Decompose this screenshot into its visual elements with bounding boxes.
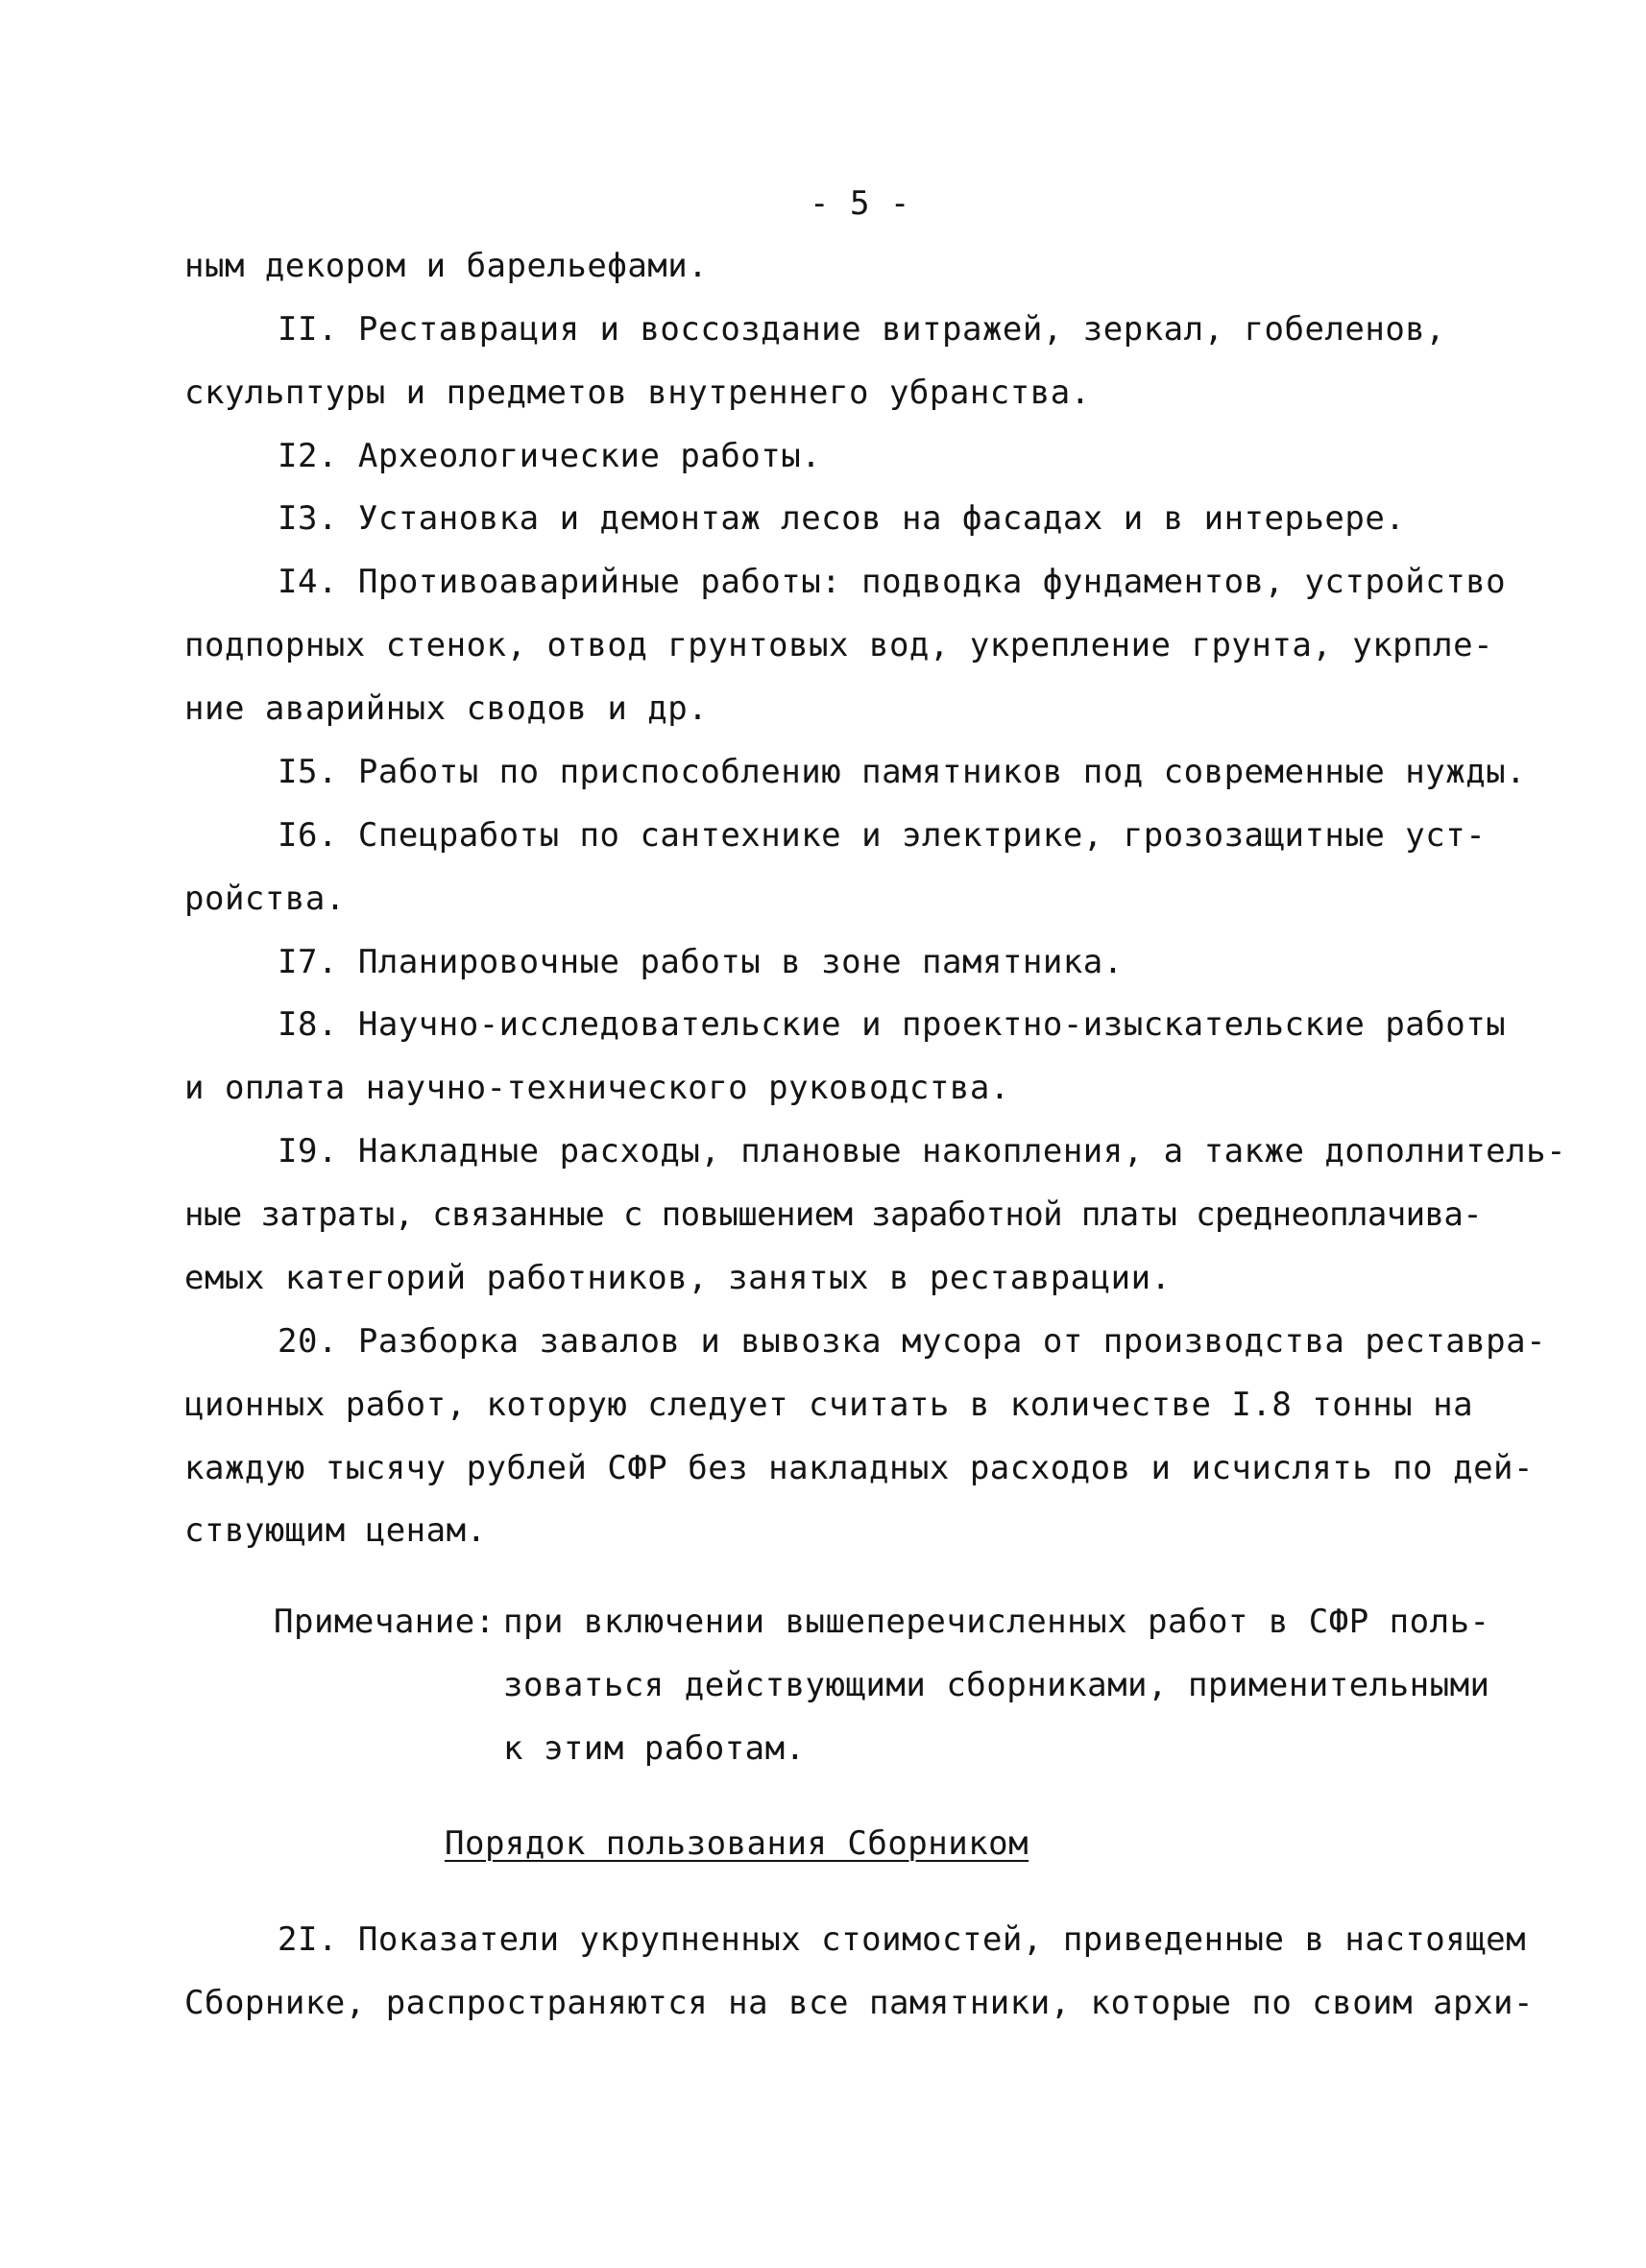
list-item-15: I5. Работы по приспособлению памятников под современные нужды.	[278, 753, 1527, 791]
list-item-18: I8. Научно-исследовательские и проектно-изыскательские работы	[278, 1005, 1507, 1044]
note-label: Примечание:	[274, 1603, 496, 1641]
text-line: и оплата научно-технического руководства.	[184, 1069, 1010, 1107]
text-line: емых категорий работников, занятых в реставрации.	[184, 1259, 1172, 1297]
text-line: ным декором и барельефами.	[184, 247, 709, 285]
list-item-16: I6. Спецработы по сантехнике и электрике, грозозащитные уст-	[278, 816, 1487, 855]
text-line: ройства.	[184, 880, 346, 918]
note-line: зоваться действующими сборниками, применительными	[503, 1666, 1490, 1704]
list-item-14: I4. Противоаварийные работы: подводка фундаментов, устройство	[278, 563, 1507, 601]
list-item-20: 20. Разборка завалов и вывозка мусора от производства реставра-	[278, 1322, 1547, 1361]
list-item-13: I3. Установка и демонтаж лесов на фасадах и в интерьере.	[278, 499, 1406, 538]
text-line: ствующим ценам.	[184, 1511, 487, 1550]
text-line: ционных работ, которую следует считать в количестве I.8 тонны на	[184, 1386, 1474, 1424]
text-line: ние аварийных сводов и др.	[184, 689, 709, 728]
list-item-12: I2. Археологические работы.	[278, 437, 822, 475]
section-heading: Порядок пользования Сборником	[445, 1824, 1029, 1863]
text-line: Сборнике, распространяются на все памятники, которые по своим архи-	[184, 1984, 1534, 2022]
list-item-17: I7. Планировочные работы в зоне памятника.	[278, 943, 1124, 981]
text-line: подпорных стенок, отвод грунтовых вод, укрепление грунта, укрпле-	[184, 626, 1494, 664]
text-line: скульптуры и предметов внутреннего убранства.	[184, 374, 1091, 412]
text-line: каждую тысячу рублей СФР без накладных расходов и исчислять по дей-	[184, 1449, 1534, 1487]
text-line: ные затраты, связанные с повышением заработной платы среднеоплачива-	[184, 1195, 1483, 1234]
list-item-19: I9. Накладные расходы, плановые накопления, а также дополнитель-	[278, 1132, 1567, 1170]
list-item-21: 2I. Показатели укрупненных стоимостей, приведенные в настоящем	[278, 1920, 1527, 1959]
page-number: - 5 -	[810, 184, 910, 223]
note-line: к этим работам.	[503, 1729, 806, 1768]
list-item-11: II. Реставрация и воссоздание витражей, зеркал, гобеленов,	[278, 310, 1446, 349]
note-line: при включении вышеперечисленных работ в СФР поль-	[503, 1603, 1490, 1641]
